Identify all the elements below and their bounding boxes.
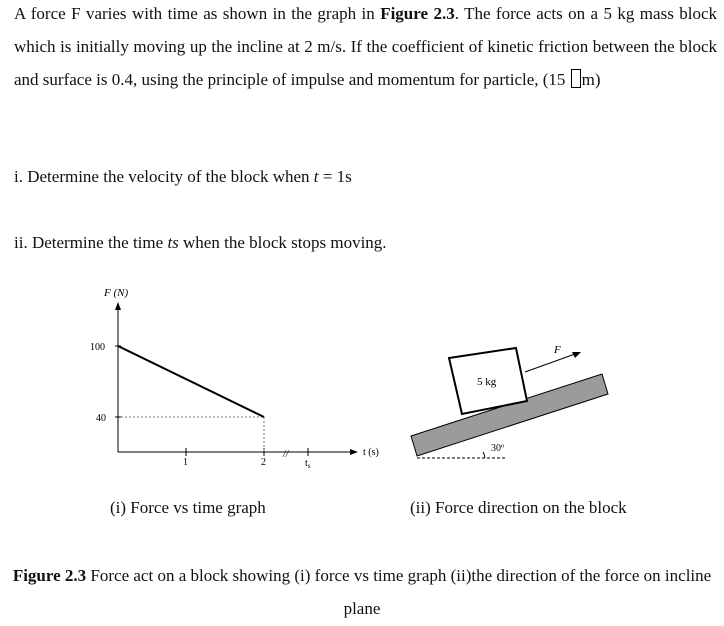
- y-tick-label-40: 40: [96, 413, 106, 424]
- x-tick-label-1: 1: [183, 457, 188, 468]
- figure-caption: [0, 559, 724, 625]
- text-cursor-icon: [571, 69, 581, 88]
- marks-unit: m: [581, 70, 595, 89]
- force-series-line: [118, 346, 264, 417]
- axis-break-mark: //: [283, 449, 289, 460]
- force-arrow-line: [525, 354, 575, 372]
- figure-caption-label: Figure 2.3: [12, 566, 87, 585]
- question-i-var: t: [313, 167, 319, 186]
- intro-text-cont: . The force acts on a 5 kg mass block which is initially moving up the incline at 2 m/s. If the coefficient of kinetic friction between the block and surface is 0.4, using the principle of impulse and momentum for particle, (15: [14, 4, 717, 89]
- question-i-rest: = 1s: [318, 167, 352, 186]
- close-paren: ): [594, 70, 601, 89]
- intro-text: A force F varies with time as shown in the graph in: [14, 4, 381, 23]
- y-tick-label-100: 100: [90, 342, 105, 353]
- figure-caption-text: Force act on a block showing (i) force vs time graph (ii)the direction of the force on incline plane: [86, 566, 712, 618]
- x-tick-label-ts: $t_s$: [305, 458, 311, 470]
- graph-caption: (i) Force vs time graph: [110, 498, 266, 517]
- mass-label: 5 kg: [477, 376, 497, 388]
- question-i: [14, 167, 352, 187]
- angle-arc: [483, 452, 485, 458]
- force-time-graph: [80, 280, 400, 480]
- question-ii-rest: when the block stops moving.: [178, 233, 387, 252]
- incline-caption: (ii) Force direction on the block: [410, 498, 627, 517]
- incline-diagram: [405, 330, 620, 470]
- problem-statement: [14, 0, 717, 96]
- question-i-text: i. Determine the velocity of the block when: [14, 167, 314, 186]
- y-axis-label: F (N): [104, 287, 129, 299]
- x-tick-label-2: 2: [261, 457, 266, 468]
- y-axis-arrow: [115, 302, 121, 310]
- question-ii-text: ii. Determine the time: [14, 233, 168, 252]
- question-ii-var: ts: [167, 233, 179, 252]
- force-label: F: [554, 344, 561, 356]
- x-axis-arrow: [350, 449, 358, 455]
- angle-label: 30º: [491, 443, 505, 454]
- question-ii: [14, 233, 387, 253]
- figure-ref: Figure 2.3: [380, 4, 455, 23]
- x-axis-label: t (s): [363, 447, 379, 458]
